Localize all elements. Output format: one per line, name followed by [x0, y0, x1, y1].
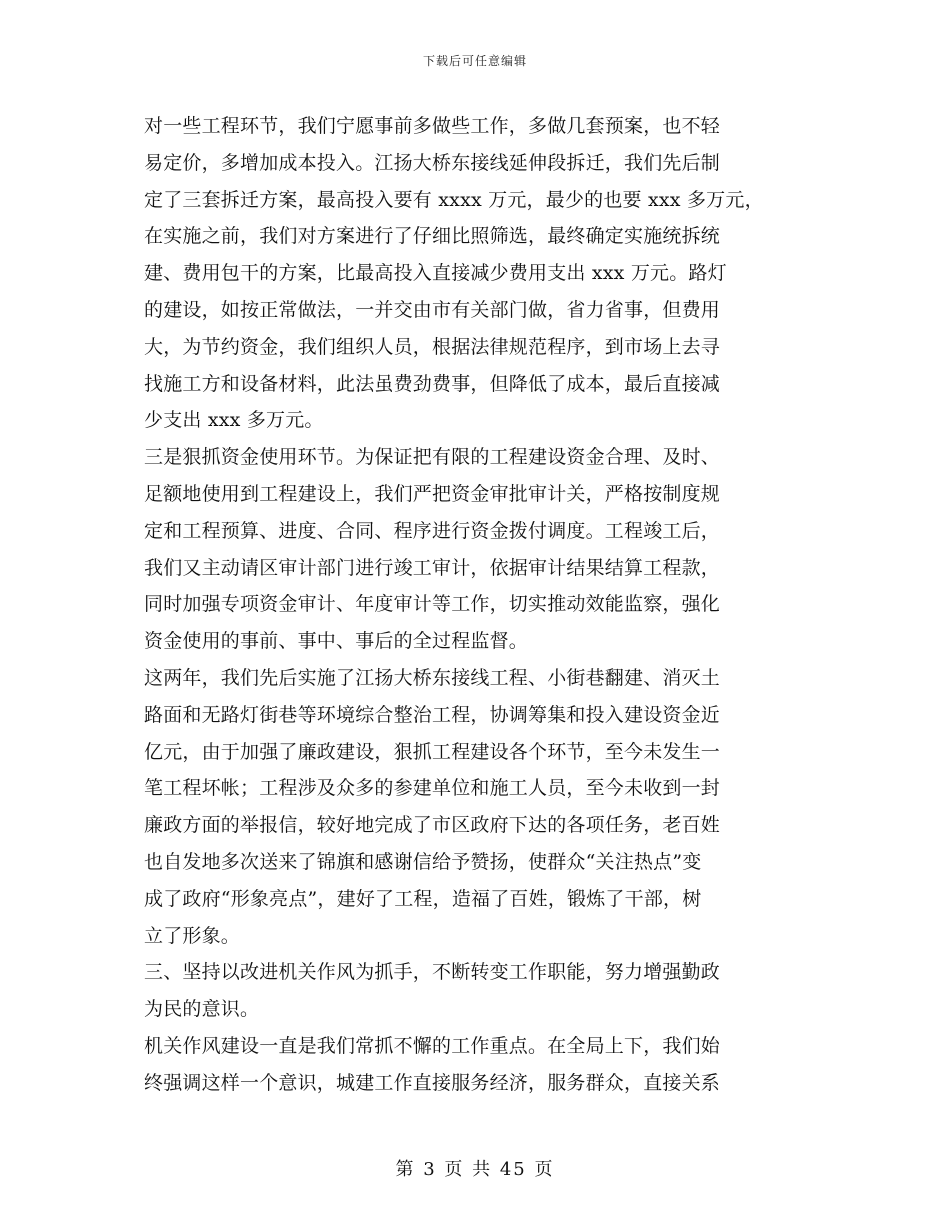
text-line: 的建设，如按正常做法，一并交由市有关部门做，省力省事，但费用 — [144, 298, 721, 321]
text-line: 为民的意识。 — [144, 998, 260, 1021]
document-body — [144, 108, 804, 1102]
text-line: 终强调这样一个意识，城建工作直接服务经济，服务群众，直接关系 — [144, 1071, 721, 1094]
text-line: 建、费用包干的方案，比最高投入直接减少费用支出 xxx 万元。路灯 — [144, 262, 727, 285]
text-line: 我们又主动请区审计部门进行竣工审计，依据审计结果结算工程款， — [144, 556, 721, 579]
text-line: 机关作风建设一直是我们常抓不懈的工作重点。在全局上下，我们始 — [144, 1034, 721, 1057]
text-line: 资金使用的事前、事中、事后的全过程监督。 — [144, 630, 529, 653]
text-line: 亿元，由于加强了廉政建设，狠抓工程建设各个环节，至今未发生一 — [144, 740, 721, 763]
text-line: 定和工程预算、进度、合同、程序进行资金拨付调度。工程竣工后， — [144, 519, 721, 542]
page-header-note: 下载后可任意编辑 — [422, 54, 527, 68]
text-line: 大，为节约资金，我们组织人员，根据法律规范程序，到市场上去寻 — [144, 335, 721, 358]
text-line: 同时加强专项资金审计、年度审计等工作，切实推动效能监察，强化 — [144, 593, 721, 616]
text-line: 立了形象。 — [144, 924, 241, 947]
text-line: 也自发地多次送来了锦旗和感谢信给予赞扬，使群众“关注热点”变 — [144, 850, 702, 873]
text-line: 三是狠抓资金使用环节。为保证把有限的工程建设资金合理、及时、 — [144, 446, 721, 469]
text-line: 对一些工程环节，我们宁愿事前多做些工作，多做几套预案，也不轻 — [144, 115, 721, 137]
text-line: 找施工方和设备材料，此法虽费劲费事，但降低了成本，最后直接减 — [144, 372, 721, 395]
text-line: 笔工程坏帐；工程涉及众多的参建单位和施工人员，至今未收到一封 — [144, 777, 721, 800]
text-line: 路面和无路灯街巷等环境综合整治工程，协调筹集和投入建设资金近 — [144, 703, 721, 726]
text-line: 廉政方面的举报信，较好地完成了市区政府下达的各项任务，老百姓 — [144, 814, 721, 837]
text-line: 足额地使用到工程建设上，我们严把资金审批审计关，严格按制度规 — [144, 482, 721, 505]
text-line: 三、坚持以改进机关作风为抓手，不断转变工作职能，努力增强勤政 — [144, 961, 721, 984]
text-line: 定了三套拆迁方案，最高投入要有 xxxx 万元，最少的也要 xxx 多万元， — [144, 188, 764, 211]
text-line: 少支出 xxx 多万元。 — [144, 409, 324, 432]
text-line: 这两年，我们先后实施了江扬大桥东接线工程、小街巷翻建、消灭土 — [144, 666, 721, 689]
text-line: 易定价，多增加成本投入。江扬大桥东接线延伸段拆迁，我们先后制 — [144, 151, 721, 174]
text-line: 成了政府“形象亮点”，建好了工程，造福了百姓，锻炼了干部，树 — [144, 887, 702, 910]
text-line: 在实施之前，我们对方案进行了仔细比照筛选，最终确定实施统拆统 — [144, 225, 721, 248]
page-number: 第 3 页 共 45 页 — [395, 1159, 555, 1180]
